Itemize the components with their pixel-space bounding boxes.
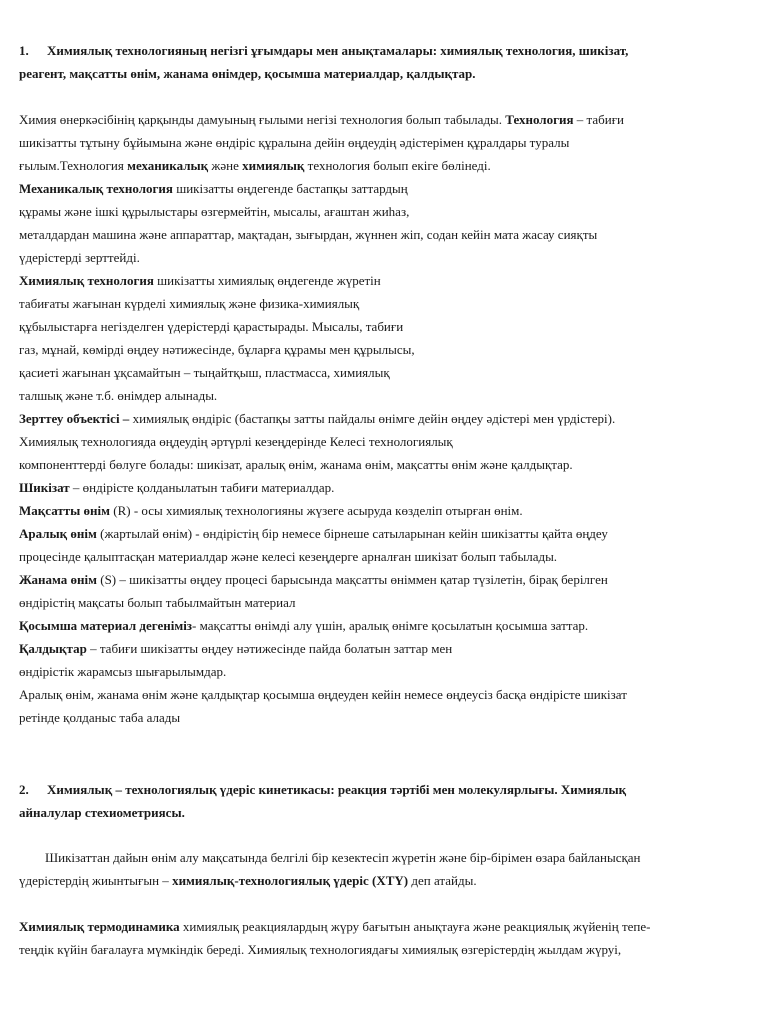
paragraph-line xyxy=(19,637,627,660)
text-run: шикізатты химиялық өңдегенде жүретін xyxy=(153,273,381,288)
paragraph-line: теңдік күйін бағалауға мүмкіндік береді. Химиялық технологиядағы химиялық өзгерістердің жылдам жүруі, xyxy=(19,942,622,957)
section-1-number: 1. xyxy=(19,43,29,58)
text-run: шикізатты өңдегенде бастапқы заттардың xyxy=(172,181,408,196)
term-chemical: химиялық xyxy=(242,158,305,173)
text-run: үдерістердің жиынтығын – xyxy=(19,873,173,888)
paragraph-line: қасиеті жағынан ұқсамайтын – тыңайтқыш, пластмасса, химиялық xyxy=(19,365,390,380)
term-auxiliary-material: Қосымша материал дегеніміз xyxy=(19,618,193,633)
paragraph-line xyxy=(19,407,627,430)
term-intermediate-product: Аралық өнім xyxy=(19,526,97,541)
section-2-body xyxy=(19,846,641,892)
section-1-body xyxy=(19,108,627,729)
section-2-number: 2. xyxy=(19,782,29,797)
text-run: – табиғи xyxy=(573,112,625,127)
paragraph-line: құрамы және ішкі құрылыстары өзгермейтін, мысалы, ағаштан жиһаз, xyxy=(19,204,410,219)
paragraph-line xyxy=(19,476,627,499)
section-1-title-line1: Химиялық технологияның негізгі ұғымдары мен анықтамалары: химиялық технология, шикізат, xyxy=(47,43,629,58)
text-run: Шикізаттан дайын өнім алу мақсатында белгілі бір кезектесіп жүретін және бір-бірімен өзара байланысқан xyxy=(45,850,641,865)
term-target-product: Мақсатты өнім xyxy=(19,503,110,518)
paragraph-line: шикізатты тұтыну бұйымына және өндіріс құралына дейін өңдеудің әдістерімен құралдары туралы xyxy=(19,135,570,150)
paragraph-line: табиғаты жағынан күрделі химиялық және физика-химиялық xyxy=(19,296,360,311)
section-2-title-line2: айналулар стехиометриясы. xyxy=(19,805,185,820)
section-1-title-line2: реагент, мақсатты өнім, жанама өнімдер, қосымша материалдар, қалдықтар. xyxy=(19,66,476,81)
term-raw-material: Шикізат xyxy=(19,480,70,495)
paragraph-line xyxy=(19,177,627,200)
text-run: химиялық өндіріс (бастапқы затты пайдалы өнімге дейін өңдеу әдістері мен үрдістері). xyxy=(129,411,616,426)
term-chemical-thermodynamics: Химиялық термодинамика xyxy=(19,919,180,934)
term-by-product: Жанама өнім xyxy=(19,572,97,587)
paragraph-line: өндірістің мақсаты болып табылмайтын материал xyxy=(19,595,296,610)
paragraph-line xyxy=(19,108,627,131)
section-2-heading xyxy=(19,778,626,824)
paragraph-line xyxy=(19,568,627,591)
paragraph-line: өндірістік жарамсыз шығарылымдар. xyxy=(19,664,227,679)
text-run: және xyxy=(208,158,243,173)
paragraph-line: компоненттерді бөлуге болады: шикізат, аралық өнім, жанама өнім, мақсатты өнім және қалдықтар. xyxy=(19,457,573,472)
term-chemical-technology: Химиялық технология xyxy=(19,273,154,288)
paragraph-line: металдардан машина және аппараттар, мақтадан, зығырдан, жүннен жіп, содан кейін мата жасау сияқты xyxy=(19,227,598,242)
paragraph-line xyxy=(19,522,627,545)
text-run: (S) – шикізатты өңдеу процесі барысында мақсатты өніммен қатар түзілетін, бірақ берілген xyxy=(97,572,608,587)
text-run: (R) - осы химиялық технологияны жүзеге асыруда көзделіп отырған өнім. xyxy=(109,503,523,518)
term-chemical-technological-process: химиялық-технологиялық үдеріс (ХТҮ) xyxy=(172,873,409,888)
paragraph-line: талшық және т.б. өнімдер алынады. xyxy=(19,388,218,403)
term-mechanical-technology: Механикалық технология xyxy=(19,181,173,196)
text-run: технология болып екіге бөлінеді. xyxy=(304,158,491,173)
section-2-title-line1: Химиялық – технологиялық үдеріс кинетикасы: реакция тәртібі мен молекулярлығы. Химиялық xyxy=(47,782,627,797)
text-run: (жартылай өнім) - өндірістің бір немесе бірнеше сатыларынан кейін шикізатты қайта өңдеу xyxy=(96,526,608,541)
term-research-object: Зерттеу объектісі – xyxy=(19,411,130,426)
paragraph-line xyxy=(19,614,627,637)
term-waste: Қалдықтар xyxy=(19,641,87,656)
text-run: - мақсатты өнімді алу үшін, аралық өнімге қосылатын қосымша заттар. xyxy=(192,618,589,633)
text-run: химиялық реакциялардың жүру бағытын анықтауға және реакциялық жүйенің тепе- xyxy=(179,919,651,934)
paragraph-line xyxy=(19,846,641,869)
paragraph-line: құбылыстарға негізделген үдерістерді қарастырады. Мысалы, табиғи xyxy=(19,319,404,334)
paragraph-line: газ, мұнай, көмірді өңдеу нәтижесінде, бұларға құрамы мен құрылысы, xyxy=(19,342,415,357)
paragraph-line xyxy=(19,269,627,292)
section-1-heading xyxy=(19,39,628,85)
section-2-thermo xyxy=(19,915,650,961)
paragraph-line xyxy=(19,915,650,938)
text-run: – өндірісте қолданылатын табиғи материалдар. xyxy=(69,480,335,495)
term-technology: Технология xyxy=(505,112,574,127)
text-run: деп атайды. xyxy=(408,873,477,888)
text-run: Химия өнеркәсібінің қарқынды дамуының ғылыми негізі технология болып табылады. xyxy=(19,112,506,127)
text-run: – табиғи шикізатты өңдеу нәтижесінде пайда болатын заттар мен xyxy=(86,641,453,656)
paragraph-line xyxy=(19,154,627,177)
paragraph-line: ретінде қолданыс таба алады xyxy=(19,710,181,725)
paragraph-line: Химиялық технологияда өңдеудің әртүрлі кезеңдерінде Келесі технологиялық xyxy=(19,434,453,449)
paragraph-line: Аралық өнім, жанама өнім және қалдықтар қосымша өңдеуден кейін немесе өңдеусіз басқа өндірісте шикізат xyxy=(19,687,627,702)
text-run: ғылым.Технология xyxy=(19,158,128,173)
paragraph-line: үдерістерді зерттейді. xyxy=(19,250,140,265)
paragraph-line: процесінде қалыптасқан материалдар және келесі кезеңдерге арналған шикізат болып табылады. xyxy=(19,549,558,564)
term-mechanical: механикалық xyxy=(127,158,209,173)
paragraph-line xyxy=(19,869,641,892)
paragraph-line xyxy=(19,499,627,522)
